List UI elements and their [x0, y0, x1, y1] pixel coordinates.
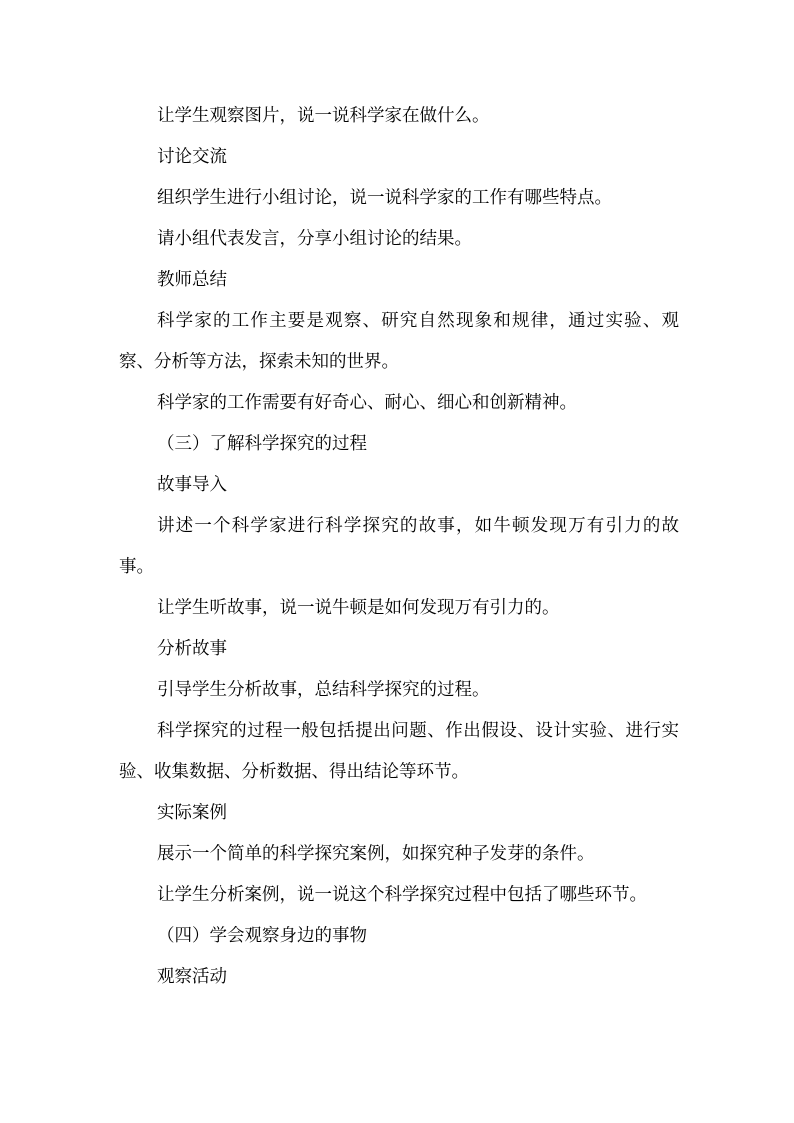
section-heading: 观察活动	[157, 967, 227, 987]
paragraph: 科学家的工作需要有好奇心、耐心、细心和创新精神。	[157, 393, 577, 413]
paragraph: 请小组代表发言，分享小组讨论的结果。	[157, 229, 472, 249]
document-body	[119, 96, 679, 998]
paragraph: 科学家的工作主要是观察、研究自然现象和规律，通过实验、观察、分析等方法，探索未知的世界。	[119, 311, 679, 372]
section-heading: 教师总结	[157, 270, 227, 290]
paragraph: 组织学生进行小组讨论，说一说科学家的工作有哪些特点。	[157, 188, 612, 208]
paragraph: 展示一个简单的科学探究案例，如探究种子发芽的条件。	[157, 844, 595, 864]
paragraph: 讲述一个科学家进行科学探究的故事，如牛顿发现万有引力的故事。	[119, 516, 679, 577]
section-heading: 实际案例	[157, 803, 227, 823]
section-heading: 讨论交流	[157, 147, 227, 167]
paragraph: 让学生听故事，说一说牛顿是如何发现万有引力的。	[157, 598, 560, 618]
chapter-heading: （三）了解科学探究的过程	[157, 434, 367, 454]
paragraph: 让学生观察图片，说一说科学家在做什么。	[157, 106, 490, 126]
section-heading: 分析故事	[157, 639, 227, 659]
paragraph: 引导学生分析故事，总结科学探究的过程。	[157, 680, 490, 700]
chapter-heading: （四）学会观察身边的事物	[157, 926, 367, 946]
section-heading: 故事导入	[157, 475, 227, 495]
paragraph: 科学探究的过程一般包括提出问题、作出假设、设计实验、进行实验、收集数据、分析数据、得出结论等环节。	[119, 721, 679, 782]
paragraph: 让学生分析案例，说一说这个科学探究过程中包括了哪些环节。	[157, 885, 647, 905]
